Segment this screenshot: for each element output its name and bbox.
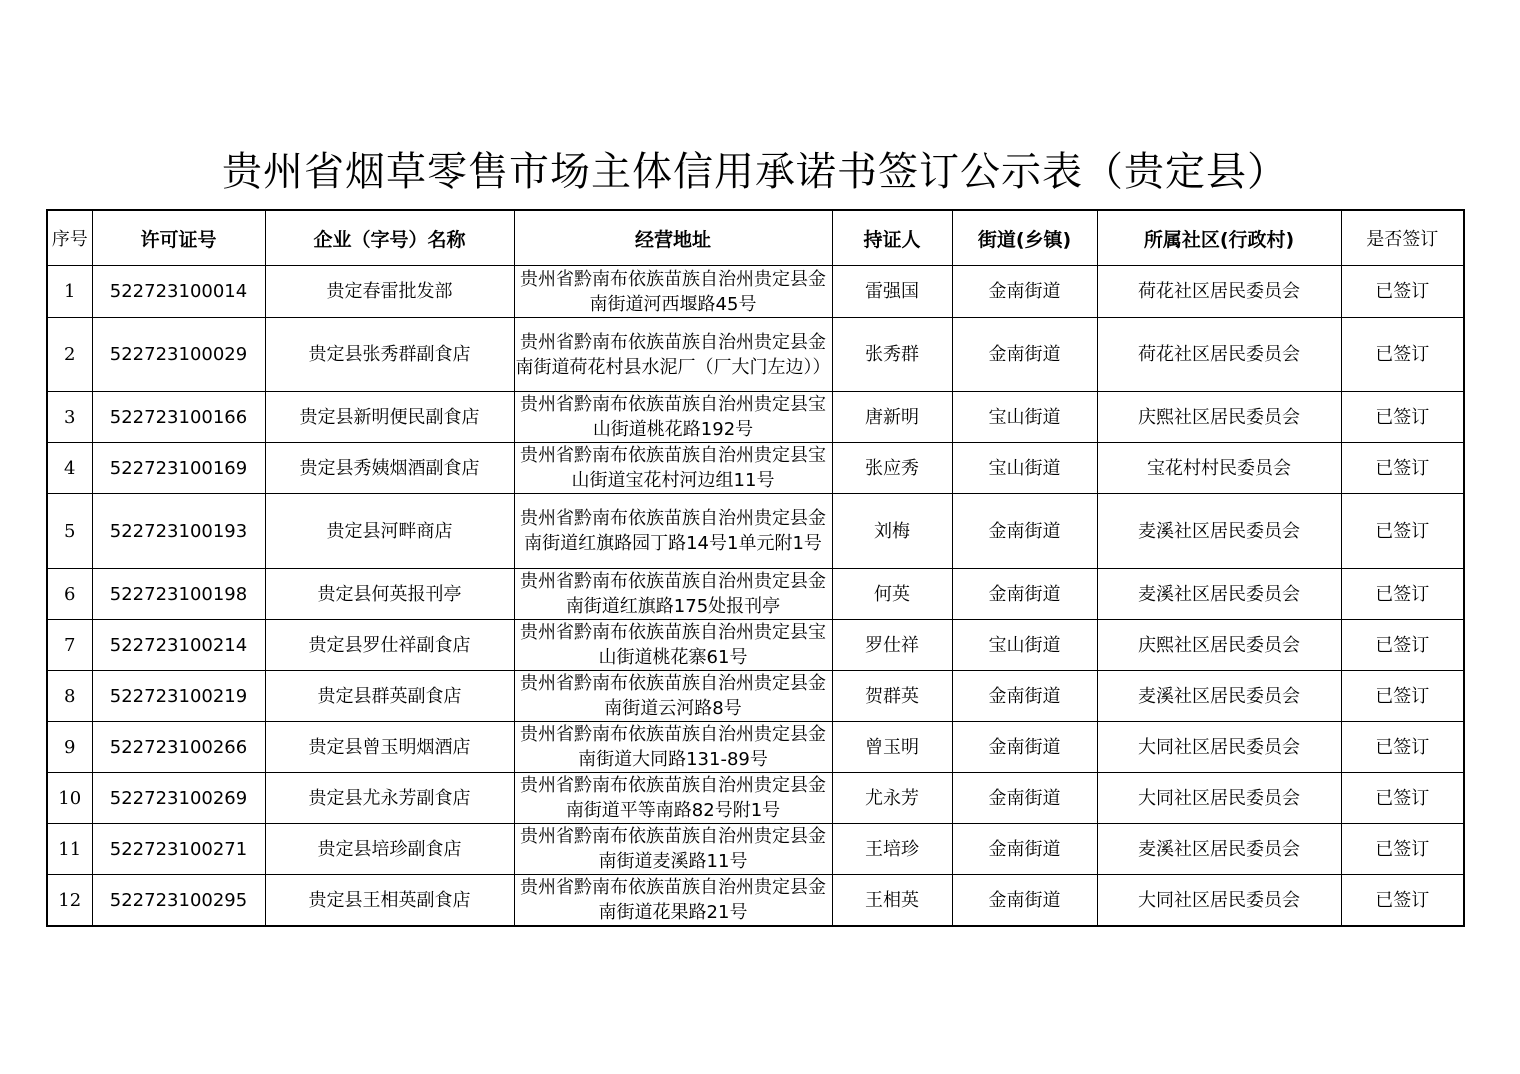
address-cell: 贵州省黔南布依族苗族自治州贵定县金南街道花果路21号 — [514, 875, 832, 927]
column-header-name: 企业（字号）名称 — [265, 210, 514, 266]
seq-cell: 3 — [47, 392, 92, 443]
name-cell: 贵定县罗仕祥副食店 — [265, 620, 514, 671]
holder-cell: 何英 — [832, 569, 952, 620]
address-cell: 贵州省黔南布依族苗族自治州贵定县金南街道河西堰路45号 — [514, 266, 832, 318]
street-cell: 金南街道 — [952, 875, 1097, 927]
community-cell: 荷花社区居民委员会 — [1097, 266, 1341, 318]
license-cell: 522723100029 — [92, 318, 265, 392]
signed-cell: 已签订 — [1341, 494, 1464, 569]
address-cell: 贵州省黔南布依族苗族自治州贵定县金南街道红旗路园丁路14号1单元附1号 — [514, 494, 832, 569]
signed-cell: 已签订 — [1341, 722, 1464, 773]
holder-cell: 张秀群 — [832, 318, 952, 392]
holder-cell: 尤永芳 — [832, 773, 952, 824]
table-row — [47, 722, 1464, 773]
seq-cell: 6 — [47, 569, 92, 620]
name-cell: 贵定县王相英副食店 — [265, 875, 514, 927]
community-cell: 宝花村村民委员会 — [1097, 443, 1341, 494]
column-header-signed: 是否签订 — [1341, 210, 1464, 266]
name-cell: 贵定县培珍副食店 — [265, 824, 514, 875]
holder-cell: 罗仕祥 — [832, 620, 952, 671]
name-cell: 贵定县曾玉明烟酒店 — [265, 722, 514, 773]
seq-cell: 11 — [47, 824, 92, 875]
signed-cell: 已签订 — [1341, 671, 1464, 722]
table-row — [47, 875, 1464, 927]
street-cell: 宝山街道 — [952, 620, 1097, 671]
street-cell: 宝山街道 — [952, 443, 1097, 494]
street-cell: 金南街道 — [952, 824, 1097, 875]
signed-cell: 已签订 — [1341, 392, 1464, 443]
page-title: 贵州省烟草零售市场主体信用承诺书签订公示表（贵定县） — [222, 149, 1288, 195]
address-cell: 贵州省黔南布依族苗族自治州贵定县金南街道麦溪路11号 — [514, 824, 832, 875]
name-cell: 贵定县何英报刊亭 — [265, 569, 514, 620]
seq-cell: 2 — [47, 318, 92, 392]
street-cell: 宝山街道 — [952, 392, 1097, 443]
address-cell: 贵州省黔南布依族苗族自治州贵定县宝山街道桃花寨61号 — [514, 620, 832, 671]
table-row — [47, 443, 1464, 494]
column-header-license: 许可证号 — [92, 210, 265, 266]
table-row — [47, 392, 1464, 443]
table-row — [47, 569, 1464, 620]
street-cell: 金南街道 — [952, 266, 1097, 318]
holder-cell: 雷强国 — [832, 266, 952, 318]
seq-cell: 4 — [47, 443, 92, 494]
table-row — [47, 671, 1464, 722]
table-row — [47, 266, 1464, 318]
license-cell: 522723100266 — [92, 722, 265, 773]
seq-cell: 10 — [47, 773, 92, 824]
column-header-street: 街道(乡镇) — [952, 210, 1097, 266]
name-cell: 贵定县新明便民副食店 — [265, 392, 514, 443]
street-cell: 金南街道 — [952, 318, 1097, 392]
holder-cell: 唐新明 — [832, 392, 952, 443]
license-cell: 522723100169 — [92, 443, 265, 494]
license-cell: 522723100295 — [92, 875, 265, 927]
table-row — [47, 494, 1464, 569]
signed-cell: 已签订 — [1341, 443, 1464, 494]
license-cell: 522723100193 — [92, 494, 265, 569]
name-cell: 贵定春雷批发部 — [265, 266, 514, 318]
name-cell: 贵定县秀姨烟酒副食店 — [265, 443, 514, 494]
address-cell: 贵州省黔南布依族苗族自治州贵定县金南街道荷花村县水泥厂（厂大门左边）） — [514, 318, 832, 392]
seq-cell: 8 — [47, 671, 92, 722]
column-header-address: 经营地址 — [514, 210, 832, 266]
seq-cell: 7 — [47, 620, 92, 671]
address-cell: 贵州省黔南布依族苗族自治州贵定县金南街道平等南路82号附1号 — [514, 773, 832, 824]
license-cell: 522723100214 — [92, 620, 265, 671]
column-header-seq: 序号 — [47, 210, 92, 266]
license-cell: 522723100219 — [92, 671, 265, 722]
signed-cell: 已签订 — [1341, 266, 1464, 318]
address-cell: 贵州省黔南布依族苗族自治州贵定县金南街道大同路131-89号 — [514, 722, 832, 773]
name-cell: 贵定县河畔商店 — [265, 494, 514, 569]
community-cell: 荷花社区居民委员会 — [1097, 318, 1341, 392]
community-cell: 麦溪社区居民委员会 — [1097, 494, 1341, 569]
license-cell: 522723100198 — [92, 569, 265, 620]
column-header-holder: 持证人 — [832, 210, 952, 266]
community-cell: 大同社区居民委员会 — [1097, 722, 1341, 773]
holder-cell: 贺群英 — [832, 671, 952, 722]
license-cell: 522723100166 — [92, 392, 265, 443]
signed-cell: 已签订 — [1341, 773, 1464, 824]
signed-cell: 已签订 — [1341, 620, 1464, 671]
street-cell: 金南街道 — [952, 569, 1097, 620]
address-cell: 贵州省黔南布依族苗族自治州贵定县宝山街道桃花路192号 — [514, 392, 832, 443]
license-cell: 522723100269 — [92, 773, 265, 824]
community-cell: 麦溪社区居民委员会 — [1097, 824, 1341, 875]
table-row — [47, 773, 1464, 824]
signed-cell: 已签订 — [1341, 824, 1464, 875]
community-cell: 大同社区居民委员会 — [1097, 875, 1341, 927]
license-cell: 522723100271 — [92, 824, 265, 875]
holder-cell: 张应秀 — [832, 443, 952, 494]
license-cell: 522723100014 — [92, 266, 265, 318]
name-cell: 贵定县张秀群副食店 — [265, 318, 514, 392]
table-row — [47, 318, 1464, 392]
community-cell: 庆熙社区居民委员会 — [1097, 620, 1341, 671]
holder-cell: 曾玉明 — [832, 722, 952, 773]
signed-cell: 已签订 — [1341, 569, 1464, 620]
seq-cell: 1 — [47, 266, 92, 318]
street-cell: 金南街道 — [952, 494, 1097, 569]
header-row — [47, 210, 1464, 266]
community-cell: 麦溪社区居民委员会 — [1097, 671, 1341, 722]
table-row — [47, 824, 1464, 875]
street-cell: 金南街道 — [952, 773, 1097, 824]
signed-cell: 已签订 — [1341, 318, 1464, 392]
holder-cell: 王培珍 — [832, 824, 952, 875]
name-cell: 贵定县尤永芳副食店 — [265, 773, 514, 824]
name-cell: 贵定县群英副食店 — [265, 671, 514, 722]
community-cell: 大同社区居民委员会 — [1097, 773, 1341, 824]
address-cell: 贵州省黔南布依族苗族自治州贵定县宝山街道宝花村河边组11号 — [514, 443, 832, 494]
disclosure-table — [46, 209, 1465, 927]
table-row — [47, 620, 1464, 671]
holder-cell: 刘梅 — [832, 494, 952, 569]
holder-cell: 王相英 — [832, 875, 952, 927]
community-cell: 麦溪社区居民委员会 — [1097, 569, 1341, 620]
street-cell: 金南街道 — [952, 671, 1097, 722]
seq-cell: 5 — [47, 494, 92, 569]
signed-cell: 已签订 — [1341, 875, 1464, 927]
address-cell: 贵州省黔南布依族苗族自治州贵定县金南街道红旗路175处报刊亭 — [514, 569, 832, 620]
community-cell: 庆熙社区居民委员会 — [1097, 392, 1341, 443]
street-cell: 金南街道 — [952, 722, 1097, 773]
address-cell: 贵州省黔南布依族苗族自治州贵定县金南街道云河路8号 — [514, 671, 832, 722]
seq-cell: 12 — [47, 875, 92, 927]
column-header-community: 所属社区(行政村) — [1097, 210, 1341, 266]
seq-cell: 9 — [47, 722, 92, 773]
